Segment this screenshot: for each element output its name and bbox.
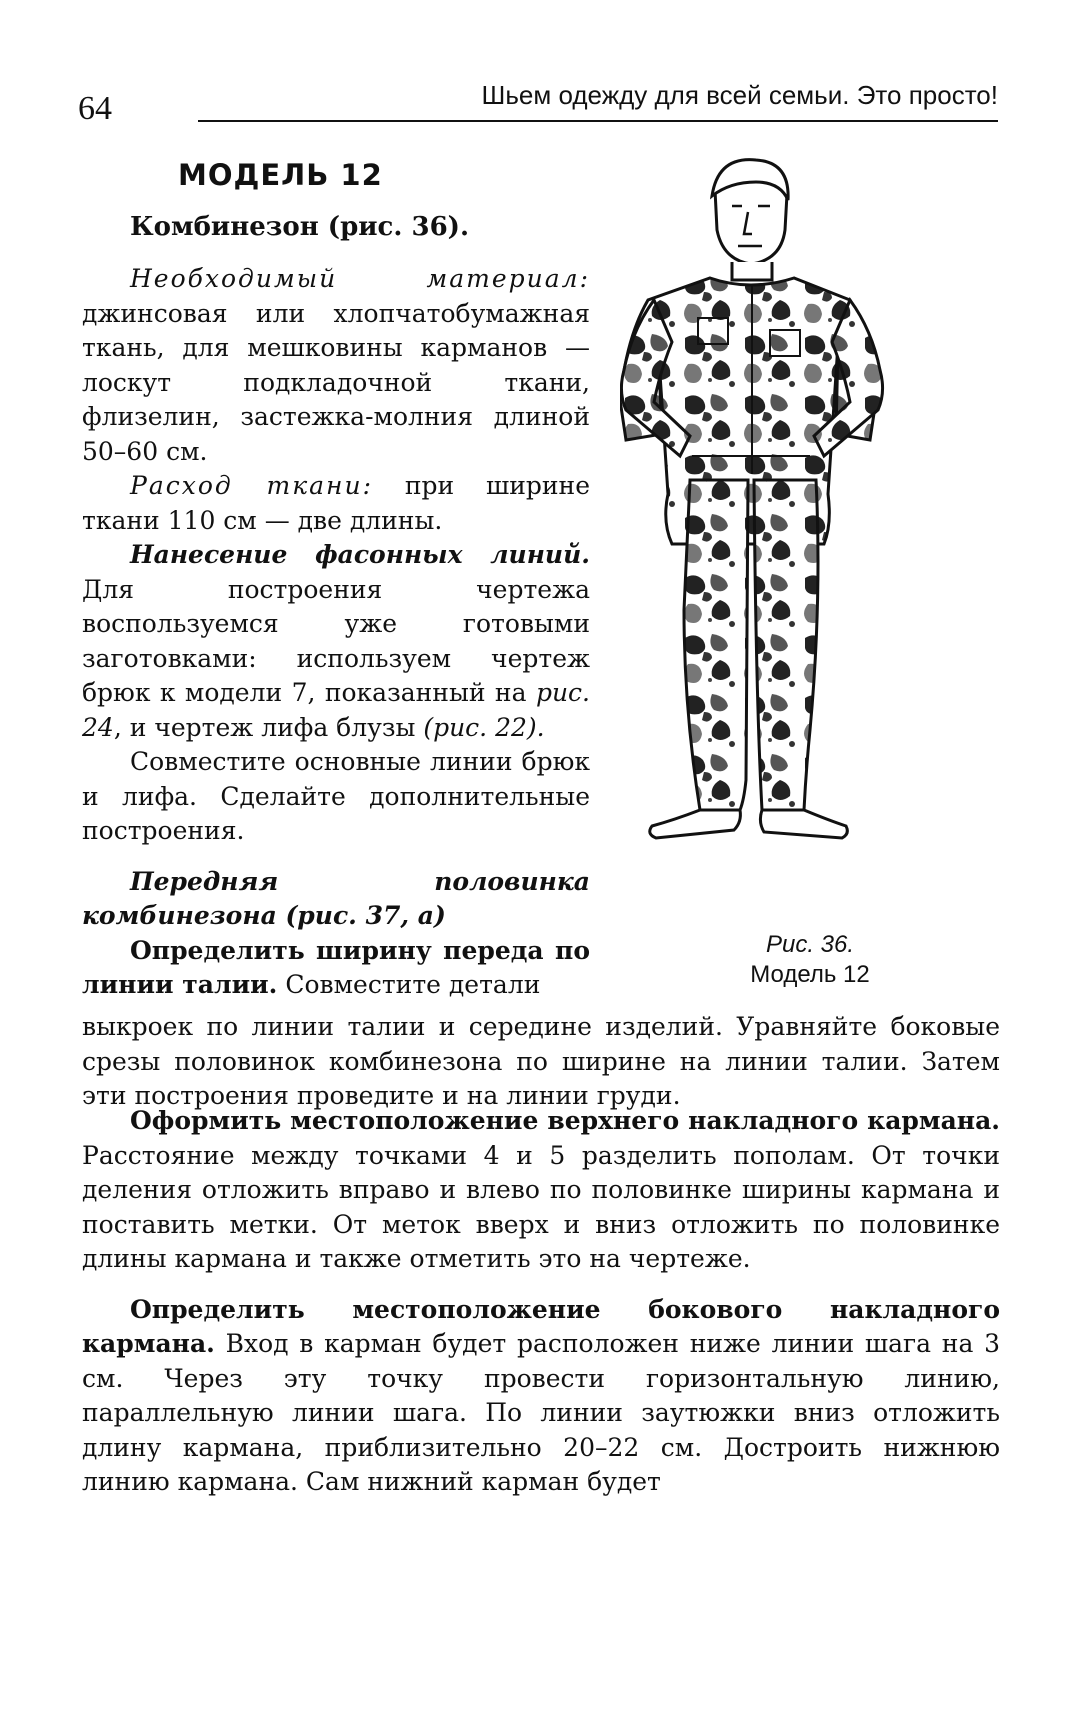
header-rule <box>198 120 998 122</box>
upper-pocket-text: Расстояние между точками 4 и 5 разделить пополам. От точки деления отложить вправо и влево по половинке ширины кармана и поставить метки. От меток вверх и вниз отложить по половинке длины кармана и также отметить это на чертеже. <box>82 1140 1000 1273</box>
lines-label: Нанесение фасонных линий. <box>130 540 590 569</box>
upper-pocket-paragraph <box>82 1104 1000 1277</box>
front-half-heading: Передняя половинка комбинезона (рис. 37, а) <box>82 866 590 930</box>
width-paragraph-start <box>82 934 590 1003</box>
model-title: МОДЕЛЬ 12 <box>178 158 383 192</box>
side-pocket-paragraph <box>82 1293 1000 1500</box>
side-pocket-text: Вход в карман будет расположен ниже линии шага на 3 см. Через эту точку провести горизонтальную линию, параллельную линии шага. По линии заутюжки вниз отложить длину кармана, приблизительно 20–22 см. Достроить нижнюю линию кармана. Сам нижний карман будет <box>82 1329 1001 1496</box>
combine-paragraph: Совместите основные линии брюк и лифа. Сделайте дополнительные построения. <box>82 747 590 845</box>
figure-coverall-illustration <box>620 150 990 920</box>
page-number: 64 <box>78 90 112 127</box>
figure-caption <box>640 930 980 990</box>
lines-text-a: Для построения чертежа воспользуемся уже готовыми заготовками: используем чертеж брюк к модели 7, показанный на <box>82 574 590 707</box>
width-text-start: Совместите детали <box>285 970 541 999</box>
consumption-paragraph <box>82 469 590 538</box>
running-title: Шьем одежду для всей семьи. Это просто! <box>481 80 998 110</box>
consumption-text: при ширине ткани 110 см — две длины. <box>82 471 590 535</box>
lines-text-b: , и чертеж лифа блузы <box>113 712 424 742</box>
page-header <box>78 70 998 130</box>
lines-ref-b: (рис. 22). <box>423 712 545 742</box>
figure-title: Модель 12 <box>750 961 870 988</box>
material-label: Необходимый материал: <box>130 264 590 293</box>
material-text: джинсовая или хлопчатобумажная ткань, для мешковины карманов — лоскут подкладочной ткани, флизелин, застежка-молния длиной 50–60 см. <box>82 298 590 466</box>
full-width-text <box>82 1088 1000 1500</box>
material-paragraph <box>82 262 590 469</box>
width-text-cont: выкроек по линии талии и середине изделий. Уравняйте боковые срезы половинок комбинезона по ширине на линии талии. Затем эти построения проведите и на линии груди. <box>82 1012 1000 1110</box>
item-title: Комбинезон (рис. 36). <box>130 212 470 242</box>
coverall-figure-image <box>620 150 990 920</box>
left-column-text <box>82 262 590 1003</box>
consumption-label: Расход ткани: <box>130 471 374 500</box>
figure-number: Рис. 36. <box>765 931 855 958</box>
lines-paragraph <box>82 538 590 745</box>
lines-ref-a: рис. 24 <box>82 678 590 742</box>
upper-pocket-label: Оформить местоположение верхнего накладного кармана. <box>130 1106 1000 1135</box>
side-pocket-label: Определить местоположение бокового накладного кармана. <box>82 1294 1000 1358</box>
width-label: Определить ширину переда по линии талии. <box>82 935 590 999</box>
